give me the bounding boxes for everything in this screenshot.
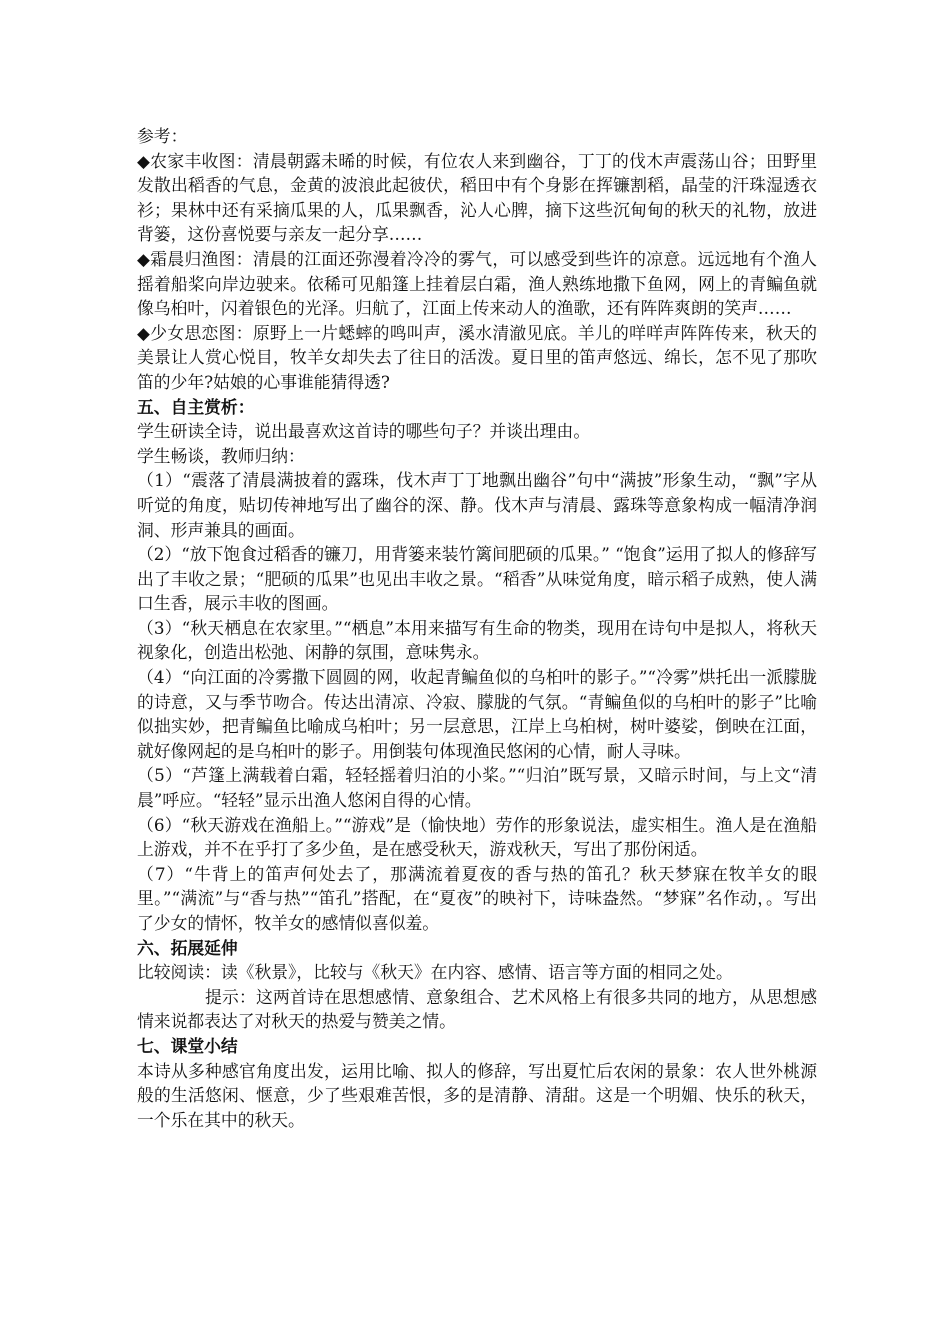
analysis-item-2: （2）“放下饱食过稻香的镰刀，用背篓来装竹篱间肥硕的瓜果。” “饱食”运用了拟人的修辞写出了丰收之景；“肥硕的瓜果”也见出丰收之景。“稻香”从味觉角度，暗示稻子成熟，使人满口生香，展示丰收的图画。 xyxy=(137,544,817,614)
scene-fishing: ◆霜晨归渔图：清晨的江面还弥漫着冷冷的雾气，可以感受到些许的凉意。远远地有个渔人摇着船桨向岸边驶来。依稀可见船篷上挂着层白霜，渔人熟练地撒下鱼网，网上的青鳊鱼就像乌桕叶，闪着银色的光泽。归航了，江面上传来动人的渔歌，还有阵阵爽朗的笑声…… xyxy=(137,248,817,319)
intro-label: 参考： xyxy=(137,126,188,146)
scene-shepherdess: ◆少女思恋图：原野上一片蟋蟀的鸣叫声，溪水清澈见底。羊儿的咩咩声阵阵传来，秋天的美景让人赏心悦目，牧羊女却失去了往日的活泼。夏日里的笛声悠远、绵长，怎不见了那吹笛的少年?姑娘的心事谁能猜得透? xyxy=(137,322,817,392)
section-6-heading: 六、拓展延伸 xyxy=(137,937,238,958)
analysis-item-4: （4）“向江面的冷雾撒下圆圆的网，收起青鳊鱼似的乌桕叶的影子。”“冷雾”烘托出一派朦胧的诗意，又与季节吻合。传达出清凉、冷寂、朦胧的气氛。“青鳊鱼似的乌桕叶的影子”比喻似拙实妙，把青鳊鱼比喻成乌桕叶；另一层意思，江岸上乌桕树，树叶婆娑，倒映在江面，就好像网起的是乌桕叶的影子。用倒装句体现渔民悠闲的心情，耐人寻味。 xyxy=(137,667,817,761)
analysis-item-3: （3）“秋天栖息在农家里。”“栖息”本用来描写有生命的物类，现用在诗句中是拟人，将秋天视象化，创造出松弛、闲静的氛围，意味隽永。 xyxy=(137,617,817,663)
analysis-item-6: （6）“秋天游戏在渔船上。”“游戏”是（愉快地）劳作的形象说法，虚实相生。渔人是在渔船上游戏，并不在乎打了多少鱼，是在感受秋天，游戏秋天，写出了那份闲适。 xyxy=(137,814,817,860)
analysis-item-7: （7）“牛背上的笛声何处去了，那满流着夏夜的香与热的笛孔？秋天梦寐在牧羊女的眼里。”“满流”与“香与热”“笛孔”搭配，在“夏夜”的映衬下，诗味盎然。“梦寐”名作动，。写出了少女的情怀，牧羊女的感情似喜似羞。 xyxy=(137,863,817,933)
section-5-heading: 五、自主赏析： xyxy=(137,396,255,417)
section-5-intro-1: 学生研读全诗，说出最喜欢这首诗的哪些句子？并谈出理由。 xyxy=(137,421,591,442)
analysis-item-5: （5）“芦篷上满载着白霜，轻轻摇着归泊的小桨。”“归泊”既写景，又暗示时间，与上文“清晨”呼应。“轻轻”显示出渔人悠闲自得的心情。 xyxy=(137,765,817,811)
section-7-heading: 七、课堂小结 xyxy=(137,1035,238,1056)
document-page xyxy=(137,124,817,1132)
section-5-intro-2: 学生畅谈，教师归纳： xyxy=(137,445,305,466)
analysis-item-1: （1）“震落了清晨满披着的露珠，伐木声丁丁地飘出幽谷”句中“满披”形象生动，“飘”字从听觉的角度，贴切传神地写出了幽谷的深、静。伐木声与清晨、露珠等意象构成一幅清净润洞、形声兼具的画面。 xyxy=(137,470,817,540)
section-6-comparison: 比较阅读：读《秋景》，比较与《秋天》在内容、感情、语言等方面的相同之处。 xyxy=(137,962,733,983)
section-6-hint: 提示：这两首诗在思想感情、意象组合、艺术风格上有很多共同的地方，从思想感情来说都表达了对秋天的热爱与赞美之情。 xyxy=(137,986,817,1032)
scene-harvest: ◆农家丰收图：清晨朝露未晞的时候，有位农人来到幽谷，丁丁的伐木声震荡山谷；田野里发散出稻香的气息，金黄的波浪此起彼伏，稻田中有个身影在挥镰割稻，晶莹的汗珠湿透衣衫；果林中还有采摘瓜果的人，瓜果飘香，沁人心脾，摘下这些沉甸甸的秋天的礼物，放进背篓，这份喜悦要与亲友一起分享…… xyxy=(137,150,817,245)
section-7-summary: 本诗从多种感官角度出发，运用比喻、拟人的修辞，写出夏忙后农闲的景象：农人世外桃源般的生活悠闲、惬意，少了些艰难苦恨，多的是清静、清甜。这是一个明媚、快乐的秋天，一个乐在其中的秋天。 xyxy=(137,1060,817,1130)
